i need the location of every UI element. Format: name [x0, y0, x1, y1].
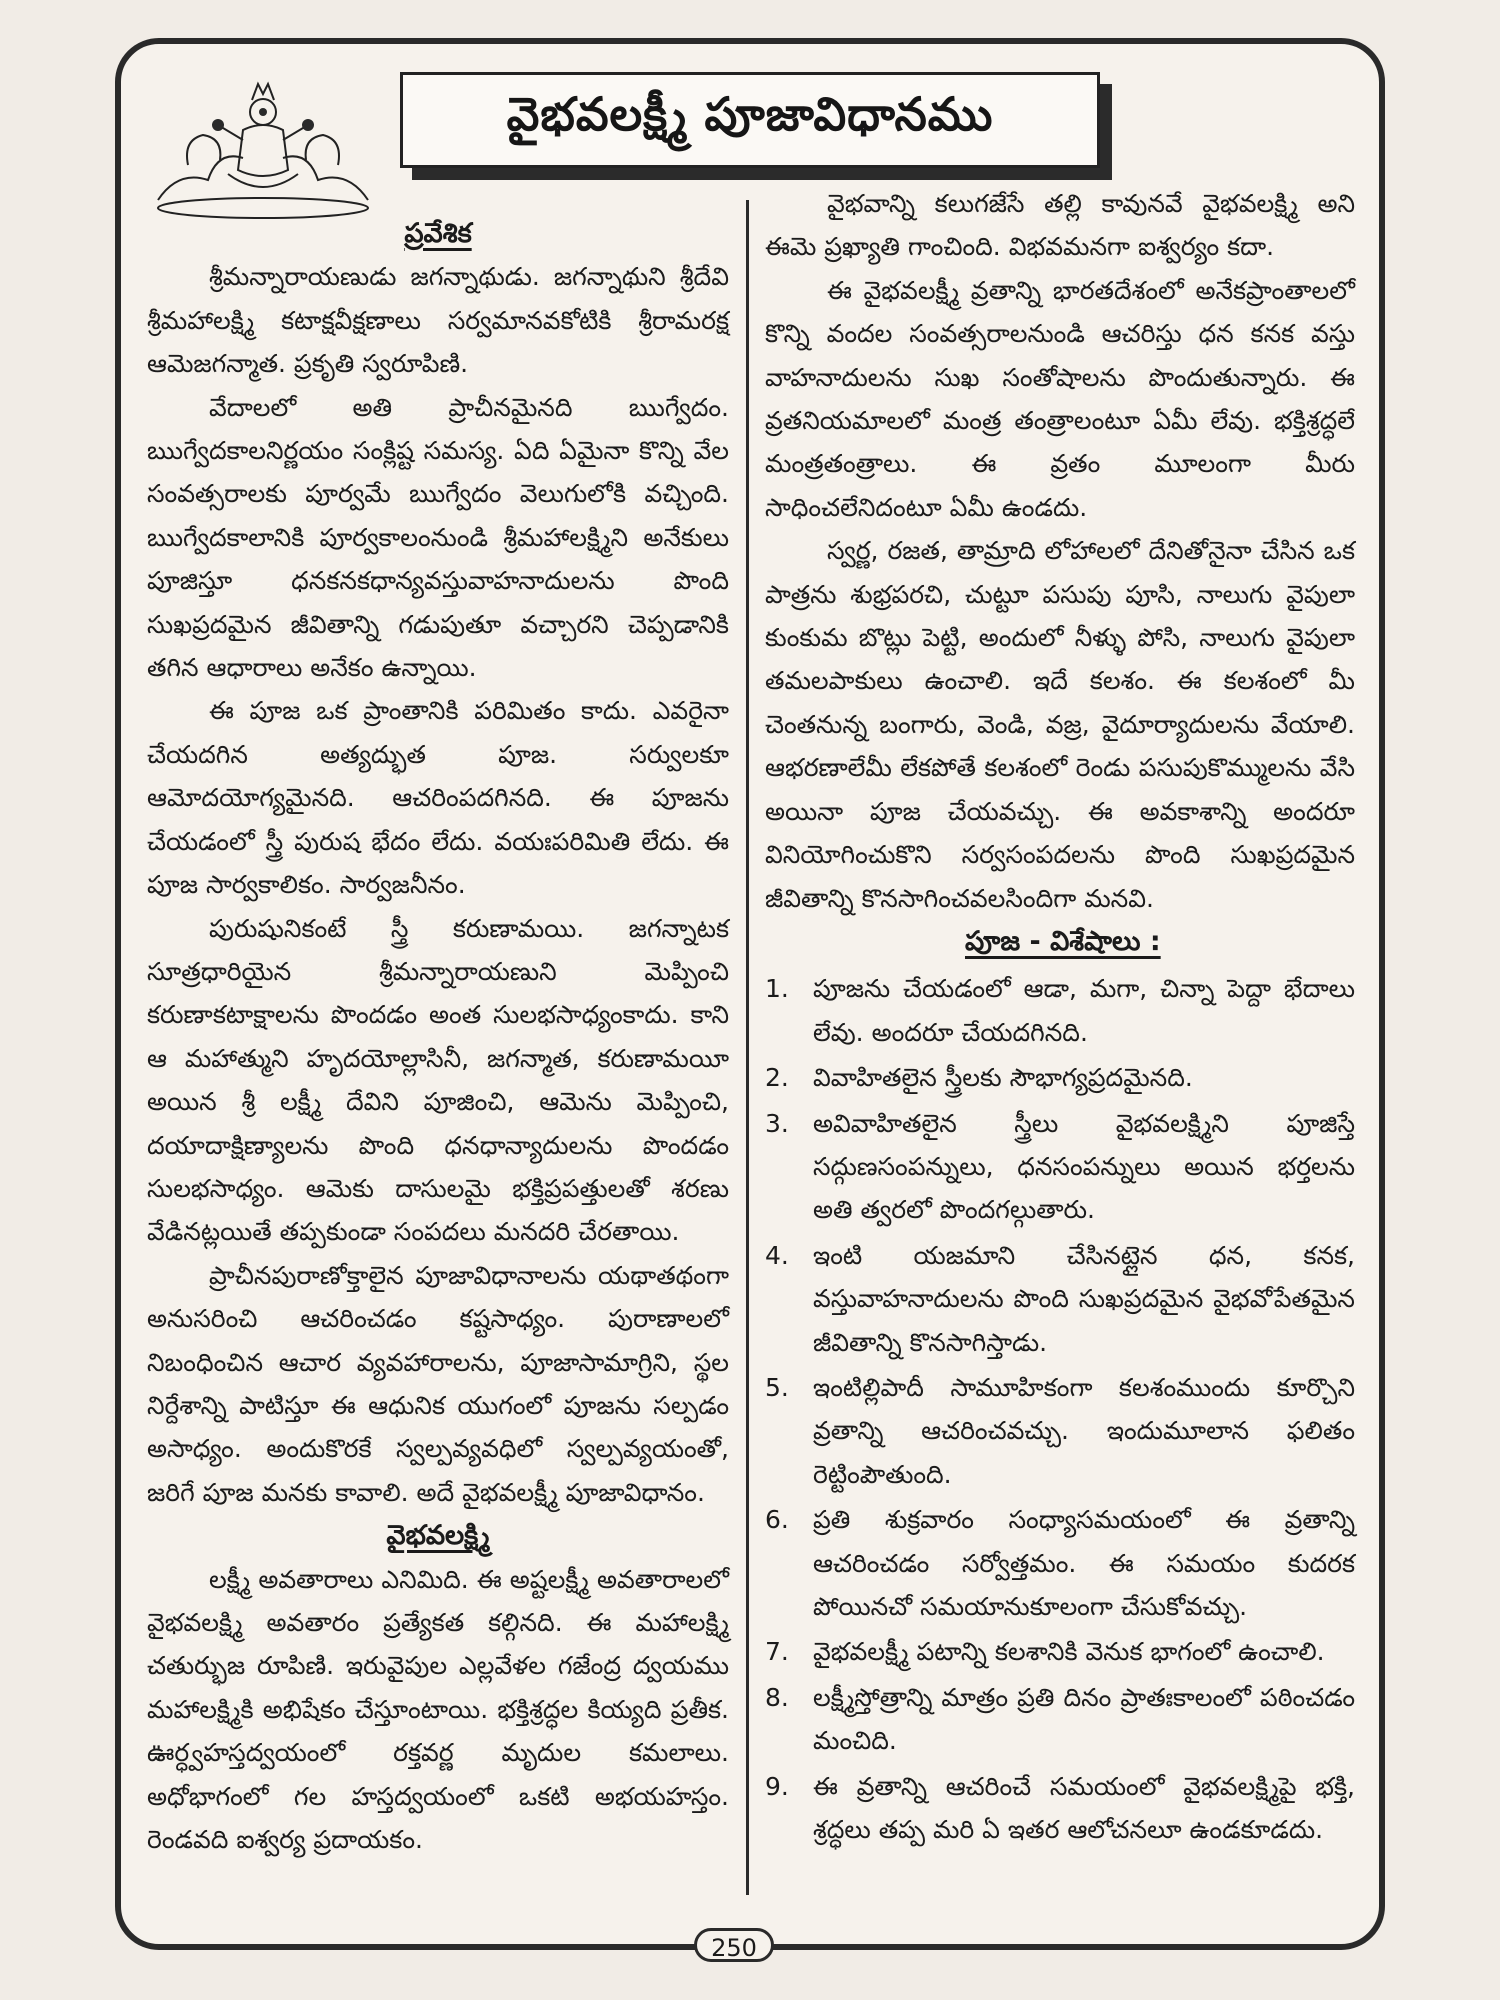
list-text: ఇంటిల్లిపాదీ సామూహికంగా కలశంముందు కూర్చొని వ్రతాన్ని ఆచరించవచ్చు. ఇందుమూలాన ఫలితం రెట్టింపౌతుంది. [813, 1372, 1355, 1489]
heading-intro: ప్రవేశిక [404, 218, 472, 249]
paragraph: శ్రీమన్నారాయణుడు జగన్నాథుడు. జగన్నాథుని శ్రీదేవి శ్రీమహాలక్ష్మి కటాక్షవీక్షణాలు సర్వమానవకోటికి శ్రీరామరక్ష ఆమెజగన్మాత. ప్రకృతి స్వరూపిణి. [147, 262, 729, 379]
list-item [765, 1102, 1355, 1232]
list-number: 5. [765, 1372, 789, 1402]
paragraph: వేదాలలో అతి ప్రాచీనమైనది ఋగ్వేదం. ఋగ్వేదకాలనిర్ణయం సంక్లిష్ట సమస్య. ఏది ఏమైనా కొన్ని వేల సంవత్సరాలకు పూర్వమే ఋగ్వేదం వెలుగులోకి వచ్చింది. ఋగ్వేదకాలానికి పూర్వకాలంనుండి శ్రీమహాలక్ష్మిని అనేకులు పూజిస్తూ ధనకనకధాన్యవస్తువాహనాదులను పొంది సుఖప్రదమైన జీవితాన్ని గడుపుతూ వచ్చారని చెప్పడానికి తగిన ఆధారాలు అనేకం ఉన్నాయి. [147, 392, 729, 683]
paragraph: లక్ష్మీ అవతారాలు ఎనిమిది. ఈ అష్టలక్ష్మీ అవతారాలలో వైభవలక్ష్మి అవతారం ప్రత్యేకత కల్గినది. ఈ మహాలక్ష్మి చతుర్భుజ రూపిణి. ఇరువైపుల ఎల్లవేళల గజేంద్ర ద్వయము మహాలక్ష్మికి అభిషేకం చేస్తూంటాయి. భక్తిశ్రద్ధల కియ్యది ప్రతీక. ఊర్ధ్వహస్తద్వయంలో రక్తవర్ణ మృదుల కమలాలు. అధోభాగంలో గల హస్తద్వయంలో ఒకటి అభయహస్తం. రెండవది ఐశ్వర్య ప్రదాయకం. [147, 1564, 729, 1855]
list-number: 6. [765, 1505, 789, 1535]
list-item [765, 1498, 1355, 1628]
paragraph: ఈ పూజ ఒక ప్రాంతానికి పరిమితం కాదు. ఎవరైనా చేయదగిన అత్యద్భుత పూజ. సర్వులకూ ఆమోదయోగ్యమైనది. ఆచరింపదగినది. ఈ పూజను చేయడంలో స్త్రీ పురుష భేదం లేదు. వయఃపరిమితి లేదు. ఈ పూజ సార్వకాలికం. సార్వజనీనం. [147, 696, 729, 900]
list-text: అవివాహితలైన స్త్రీలు వైభవలక్ష్మిని పూజిస్తే సద్గుణసంపన్నులు, ధనసంపన్నులు అయిన భర్తలను అతి త్వరలో పొందగల్గుతారు. [813, 1108, 1355, 1225]
paragraph: ఈ వైభవలక్ష్మీ వ్రతాన్ని భారతదేశంలో అనేకప్రాంతాలలో కొన్ని వందల సంవత్సరాలనుండి ఆచరిస్తు ధన కనక వస్తు వాహనాదులను సుఖ సంతోషాలను పొందుతున్నారు. ఈ వ్రతనియమాలలో మంత్ర తంత్రాలంటూ ఏమీ లేవు. భక్తిశ్రద్ధలే మంత్రతంత్రాలు. ఈ వ్రతం మూలంగా మీరు సాధించలేనిదంటూ ఏమీ ఉండదు. [765, 275, 1355, 522]
list-text: వైభవలక్ష్మీ పటాన్ని కలశానికి వెనుక భాగంలో ఉంచాలి. [813, 1637, 1325, 1667]
list-text: ప్రతి శుక్రవారం సంధ్యాసమయంలో ఈ వ్రతాన్ని ఆచరించడం సర్వోత్తమం. ఈ సమయం కుదరక పోయినచో సమయానుకూలంగా చేసుకోవచ్చు. [813, 1505, 1355, 1621]
paragraph: ప్రాచీనపురాణోక్తాలైన పూజావిధానాలను యథాతథంగా అనుసరించి ఆచరించడం కష్టసాధ్యం. పురాణాలలో నిబంధించిన ఆచార వ్యవహారాలను, పూజాసామాగ్రిని, స్థల నిర్దేశాన్ని పాటిస్తూ ఈ ఆధునిక యుగంలో పూజను సల్పడం అసాధ్యం. అందుకొరకే స్వల్పవ్యవధిలో స్వల్పవ్యయంతో, జరిగే పూజ మనకు కావాలి. అదే వైభవలక్ష్మీ పూజావిధానం. [147, 1260, 729, 1507]
list-item [765, 1056, 1355, 1099]
list-text: వివాహితలైన స్త్రీలకు సౌభాగ్యప్రదమైనది. [813, 1063, 1193, 1093]
points-list [765, 967, 1355, 1851]
lakshmi-emblem-icon [148, 70, 378, 220]
left-column [147, 212, 729, 1861]
page-title: వైభవలక్ష్మీ పూజావిధానము [506, 87, 994, 141]
paragraph: పురుషునికంటే స్త్రీ కరుణామయి. జగన్నాటక సూత్రధారియైన శ్రీమన్నారాయణుని మెప్పించి కరుణాకటాక్షాలను పొందడం అంత సులభసాధ్యంకాదు. కాని ఆ మహాత్ముని హృదయోల్లాసినీ, జగన్మాత, కరుణామయీ అయిన శ్రీ లక్ష్మీ దేవిని పూజించి, ఆమెను మెప్పించి, దయాదాక్షిణ్యాలను పొంది ధనధాన్యాదులను పొందడం సులభసాధ్యం. ఆమెకు దాసులమై భక్తిప్రపత్తులతో శరణు వేడినట్లయితే తప్పకుండా సంపదలు మనదరి చేరతాయి. [147, 913, 729, 1247]
list-item [765, 1234, 1355, 1364]
list-text: పూజను చేయడంలో ఆడా, మగా, చిన్నా పెద్దా భేదాలు లేవు. అందరూ చేయదగినది. [813, 974, 1355, 1047]
title-box [400, 72, 1100, 168]
list-item [765, 1765, 1355, 1852]
list-item [765, 967, 1355, 1054]
page-number: 250 [694, 1928, 774, 1962]
list-item [765, 1366, 1355, 1496]
list-text: ఈ వ్రతాన్ని ఆచరించే సమయంలో వైభవలక్ష్మిపై భక్తి, శ్రద్ధలు తప్ప మరి ఏ ఇతర ఆలోచనలూ ఉండకూడదు. [813, 1771, 1355, 1845]
list-text: ఇంటి యజమాని చేసినట్లైన ధన, కనక, వస్తువాహనాదులను పొంది సుఖప్రదమైన వైభవోపేతమైన జీవితాన్ని కొనసాగిస్తాడు. [813, 1240, 1355, 1357]
list-number: 3. [765, 1108, 789, 1138]
heading-vaibhava: వైభవలక్ష్మి [386, 1520, 490, 1552]
right-column [765, 182, 1355, 1853]
list-number: 7. [765, 1637, 789, 1667]
list-item [765, 1630, 1355, 1673]
list-text: లక్ష్మీస్తోత్రాన్ని మాత్రం ప్రతి దినం ప్రాతఃకాలంలో పఠించడం మంచిది. [813, 1682, 1355, 1756]
paragraph: వైభవాన్ని కలుగజేసే తల్లి కావునవే వైభవలక్ష్మి అని ఈమె ప్రఖ్యాతి గాంచింది. విభవమనగా ఐశ్వర్యం కదా. [765, 189, 1355, 262]
list-number: 4. [765, 1240, 789, 1270]
list-number: 1. [765, 974, 789, 1004]
list-number: 9. [765, 1771, 789, 1801]
list-number: 8. [765, 1682, 789, 1712]
column-divider [746, 200, 749, 1895]
list-number: 2. [765, 1063, 789, 1093]
paragraph: స్వర్ణ, రజత, తామ్రాది లోహాలలో దేనితోనైనా చేసిన ఒక పాత్రను శుభ్రపరచి, చుట్టూ పసుపు పూసి, నాలుగు వైపులా కుంకుమ బొట్లు పెట్టి, అందులో నీళ్ళు పోసి, నాలుగు వైపులా తమలపాకులు ఉంచాలి. ఇదే కలశం. ఈ కలశంలో మీ చెంతనున్న బంగారు, వెండి, వజ్ర, వైదూర్యాదులను వేయాలి. ఆభరణాలేమీ లేకపోతే కలశంలో రెండు పసుపుకొమ్ములను వేసి అయినా పూజ చేయవచ్చు. ఈ అవకాశాన్ని అందరూ వినియోగించుకొని సర్వసంపదలను పొంది సుఖప్రదమైన జీవితాన్ని కొనసాగించవలసిందిగా మనవి. [765, 536, 1355, 913]
list-item [765, 1676, 1355, 1763]
heading-points: పూజ - విశేషాలు : [965, 925, 1161, 957]
